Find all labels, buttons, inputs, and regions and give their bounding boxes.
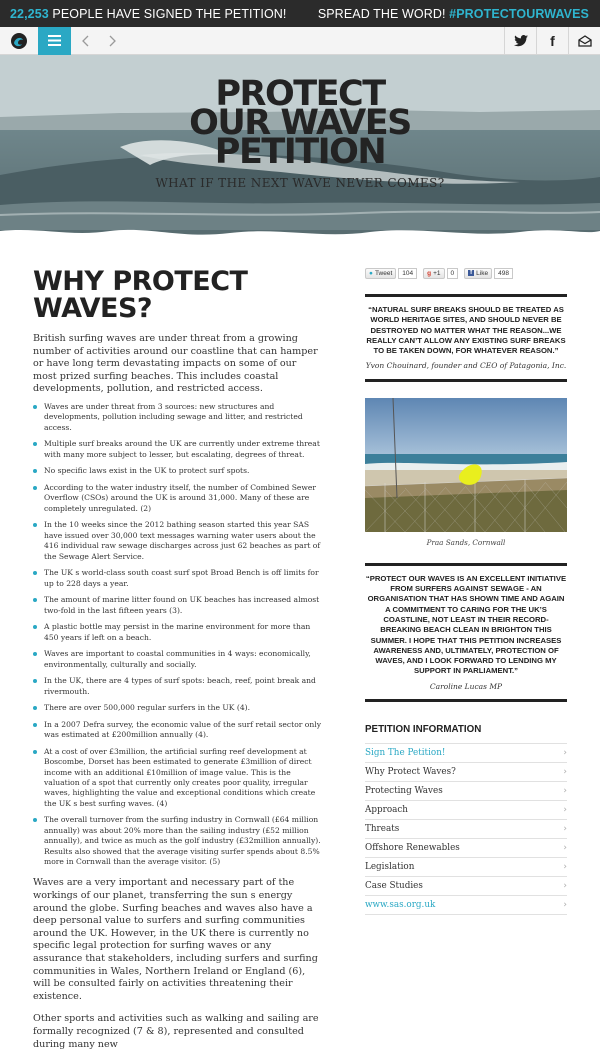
hero-title-line: PETITION bbox=[214, 132, 386, 172]
hamburger-menu-icon[interactable] bbox=[38, 27, 71, 55]
hero-subtitle: WHAT IF THE NEXT WAVE NEVER COMES? bbox=[155, 176, 445, 190]
social-share-group bbox=[504, 27, 600, 55]
quote-block bbox=[365, 294, 567, 382]
info-link-label: www.sas.org.uk bbox=[365, 900, 436, 911]
signature-count-text: PEOPLE HAVE SIGNED THE PETITION! bbox=[52, 6, 287, 21]
fact-item: Waves are important to coastal communities in 4 ways: economically, environmentally, culturally and socially. bbox=[33, 649, 321, 670]
info-link-threats[interactable] bbox=[365, 820, 567, 839]
chevron-right-icon: › bbox=[563, 767, 567, 778]
like-label: Like bbox=[476, 269, 489, 277]
chevron-right-icon: › bbox=[563, 786, 567, 797]
info-link-label: Offshore Renewables bbox=[365, 843, 460, 854]
chevron-right-icon: › bbox=[563, 862, 567, 873]
beach-photo bbox=[365, 398, 567, 532]
facts-list bbox=[33, 402, 321, 867]
spread-text: SPREAD THE WORD! bbox=[317, 6, 446, 21]
hero-title bbox=[0, 74, 600, 172]
fact-item: No specific laws exist in the UK to protect surf spots. bbox=[33, 466, 321, 476]
info-link-label: Why Protect Waves? bbox=[365, 767, 456, 778]
heading-line: WAVES? bbox=[33, 293, 153, 324]
chevron-right-icon: › bbox=[563, 748, 567, 759]
info-link-protecting[interactable] bbox=[365, 782, 567, 801]
info-link-sas-website[interactable] bbox=[365, 896, 567, 915]
intro-paragraph: British surfing waves are under threat from a growing number of activities around our coastline that can hamper or have long term devastating impacts on some of our most prized surfing beaches. This includes coastal developments, pollution, and restricted access. bbox=[33, 333, 318, 395]
tweet-label: Tweet bbox=[374, 269, 393, 277]
gplus-button[interactable] bbox=[423, 268, 444, 279]
fact-item: According to the water industry itself, the number of Combined Sewer Overflow (CSOs) around the UK is around 31,000. Many of these are completely unregulated. (2) bbox=[33, 483, 321, 514]
info-link-label: Sign The Petition! bbox=[365, 748, 446, 759]
facebook-icon[interactable] bbox=[536, 27, 568, 55]
facebook-small-icon: f bbox=[470, 270, 473, 276]
sidebar bbox=[365, 266, 567, 915]
hero-title-line: PROTECT bbox=[215, 74, 385, 114]
signature-count: 22,253 bbox=[10, 6, 49, 21]
info-link-label: Protecting Waves bbox=[365, 786, 443, 797]
fact-item: Multiple surf breaks around the UK are currently under extreme threat with many more subject to lesser, but escalating, degrees of threat. bbox=[33, 439, 321, 460]
spread-the-word[interactable] bbox=[318, 7, 589, 21]
signature-banner bbox=[0, 0, 600, 27]
info-link-label: Threats bbox=[365, 824, 400, 835]
hashtag-link[interactable]: #PROTECTOURWAVES bbox=[449, 6, 589, 21]
tweet-count: 104 bbox=[398, 268, 417, 279]
info-link-case-studies[interactable] bbox=[365, 877, 567, 896]
share-buttons bbox=[365, 266, 567, 280]
chevron-left-icon[interactable] bbox=[71, 27, 99, 55]
fact-item: The UK s world-class south coast surf spot Broad Bench is off limits for up to 228 days a year. bbox=[33, 568, 321, 589]
gplus-label: +1 bbox=[433, 269, 441, 277]
facebook-glyph: f bbox=[550, 32, 555, 49]
mail-icon[interactable] bbox=[568, 27, 600, 55]
chevron-right-icon: › bbox=[563, 843, 567, 854]
tweet-button[interactable] bbox=[365, 268, 396, 279]
article-heading bbox=[33, 268, 321, 322]
fact-item: At a cost of over £3million, the artificial surfing reef development at Boscombe, Dorset has been estimated to generate £3million of direct income with an additional £10million of image value. This is the valuation of a spot that currently only creates poor quality, irregular waves, highlighting the value and exceptional conditions which create the UK s best surfing waves. (4) bbox=[33, 747, 321, 809]
fact-item: The overall turnover from the surfing industry in Cornwall (£64 million annually) was about 20% more than the sailing industry (£52 million annually), and twice as much as the golf industry (£32million annually). Results also showed that the average visiting surfer spends about 8.5% more in Cornwall than the average visitor. (5) bbox=[33, 815, 321, 867]
twitter-icon[interactable] bbox=[504, 27, 536, 55]
twitter-bird-icon: ● bbox=[369, 269, 373, 277]
chevron-right-icon: › bbox=[563, 900, 567, 911]
hero-banner bbox=[0, 55, 600, 245]
fact-item: In a 2007 Defra survey, the economic value of the surf retail sector only was estimated at £200million annually (4). bbox=[33, 720, 321, 741]
hero-title-line: OUR WAVES bbox=[189, 103, 411, 143]
fact-item: In the 10 weeks since the 2012 bathing season started this year SAS have issued over 30,000 text messages warning water users about the 416 individual raw sewage discharges across just 62 beaches as part of the Sewage Alert Service. bbox=[33, 520, 321, 562]
fact-item: Waves are under threat from 3 sources: new structures and developments, pollution including sewage and litter, and restricted access. bbox=[33, 402, 321, 433]
petition-info-title: PETITION INFORMATION bbox=[365, 724, 567, 744]
fact-item: In the UK, there are 4 types of surf spots: beach, reef, point break and rivermouth. bbox=[33, 676, 321, 697]
chevron-right-icon[interactable] bbox=[99, 27, 127, 55]
fact-item: There are over 500,000 regular surfers in the UK (4). bbox=[33, 703, 321, 713]
like-button[interactable] bbox=[464, 268, 492, 279]
nav-bar bbox=[0, 27, 600, 55]
quote-attribution: Yvon Chouinard, founder and CEO of Patagonia, Inc. bbox=[365, 361, 567, 371]
photo-caption: Praa Sands, Cornwall bbox=[426, 537, 506, 547]
quote-attribution: Caroline Lucas MP bbox=[429, 681, 503, 691]
info-link-legislation[interactable] bbox=[365, 858, 567, 877]
chevron-right-icon: › bbox=[563, 881, 567, 892]
petition-info-list bbox=[365, 744, 567, 915]
info-link-label: Approach bbox=[365, 805, 408, 816]
quote-block bbox=[365, 563, 567, 702]
like-count: 498 bbox=[494, 268, 513, 279]
fact-item: A plastic bottle may persist in the marine environment for more than 450 years if left on a beach. bbox=[33, 622, 321, 643]
body-paragraph: Other sports and activities such as walking and sailing are formally recognized (7 & 8), represented and consulted during many new bbox=[33, 1013, 319, 1050]
heading-line: WHY PROTECT bbox=[33, 266, 248, 297]
main-article bbox=[33, 268, 321, 1051]
fact-item: The amount of marine litter found on UK beaches has increased almost two-fold in the last fifteen years (3). bbox=[33, 595, 321, 616]
info-link-why-protect[interactable] bbox=[365, 763, 567, 782]
body-paragraph: Waves are a very important and necessary part of the workings of our planet, transferring the sun s energy around the globe. Surfing beaches and waves also have a deep personal value to surfers and surfing communities around the UK. However, in the UK there is currently no specific legal protection for surfing waves or any assurance that stakeholders, including surfers and surfing communities in Wales, Northern Ireland or England (6), will be consulted fairly on activities threatening their existence. bbox=[33, 877, 318, 1002]
signature-counter bbox=[10, 7, 286, 21]
gplus-count: 0 bbox=[447, 268, 459, 279]
quote-text: “PROTECT OUR WAVES IS AN EXCELLENT INITIATIVE FROM SURFERS AGAINST SEWAGE - AN ORGANISATION THAT HAS SHOWN TIME AND AGAIN A COMMITMENT TO CARING FOR THE UK’S COASTLINE, NOT LEAST IN THEIR RECORD-BREAKING BEACH CLEAN IN BRIGHTON THIS SUMMER. I HOPE THAT THIS PETITION INCREASES AWARENESS AND, ULTIMATELY, PROTECTION OF WAVES, AND I LOOK FORWARD TO LENDING MY SUPPORT IN PARLIAMENT.” bbox=[365, 573, 567, 676]
info-link-approach[interactable] bbox=[365, 801, 567, 820]
info-link-offshore[interactable] bbox=[365, 839, 567, 858]
chevron-right-icon: › bbox=[563, 824, 567, 835]
info-link-label: Legislation bbox=[365, 862, 415, 873]
quote-text: “NATURAL SURF BREAKS SHOULD BE TREATED AS WORLD HERITAGE SITES, AND SHOULD NEVER BE DESTROYED NO MATTER WHAT THE REASON...WE REALLY CAN’T ALLOW ANY EXISTING SURF BREAKS TO BE TAKEN DOWN, FOR WHATEVER REASON.” bbox=[366, 305, 566, 356]
sas-logo-icon[interactable] bbox=[0, 27, 38, 55]
gplus-icon: g bbox=[427, 269, 432, 277]
info-link-sign-petition[interactable] bbox=[365, 744, 567, 763]
info-link-label: Case Studies bbox=[365, 881, 423, 892]
chevron-right-icon: › bbox=[563, 805, 567, 816]
